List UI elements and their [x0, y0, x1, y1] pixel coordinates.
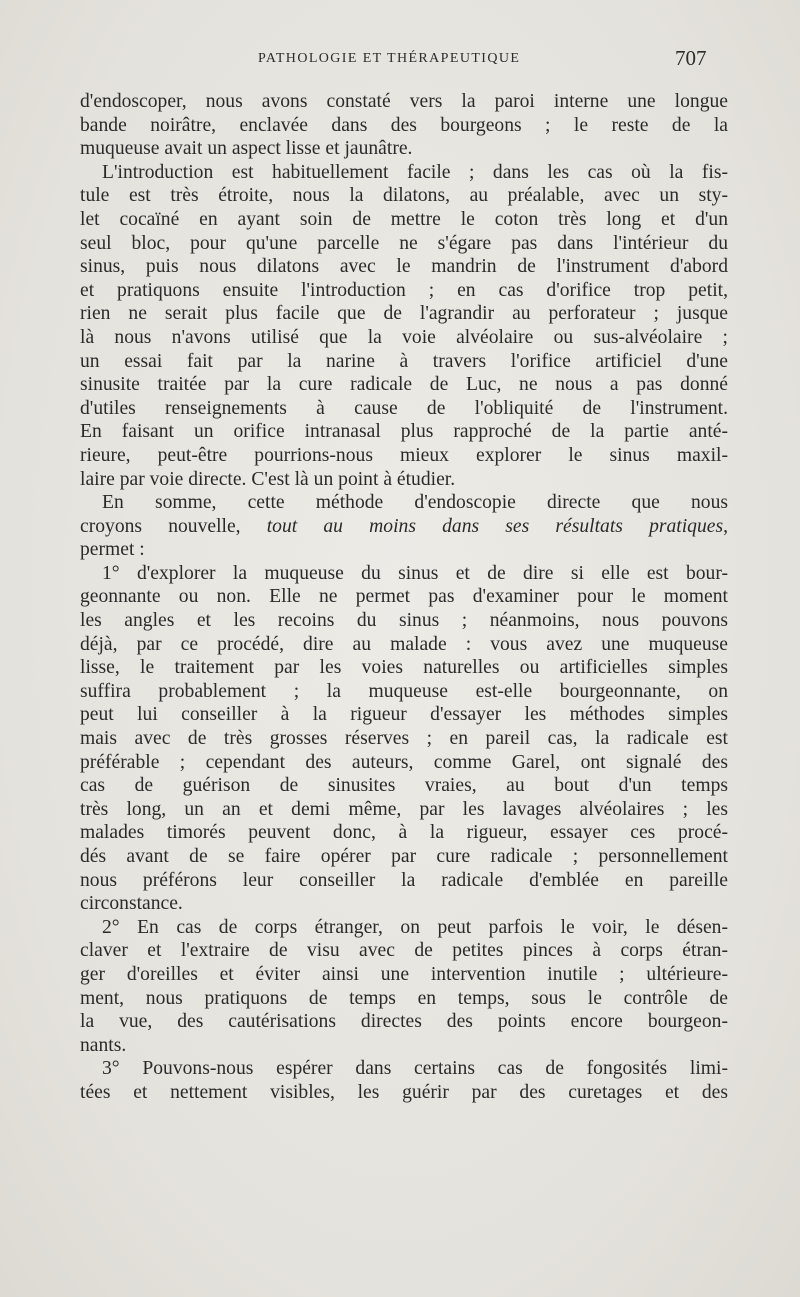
text-line: [80, 255, 728, 279]
body-text: [80, 90, 728, 1105]
line-text: L'introduction est habituellement facile ; dans les cas où la fis-: [102, 161, 728, 183]
text-line: [80, 821, 728, 845]
text-line: [80, 161, 728, 185]
line-text: En faisant un orifice intranasal plus rapproché de la partie anté-: [80, 421, 728, 443]
text-line: [80, 1034, 728, 1058]
line-text: suffira probablement ; la muqueuse est-elle bourgeonnante, on: [80, 680, 728, 702]
text-line: [80, 90, 728, 114]
text-line: [80, 420, 728, 444]
line-text: nants.: [80, 1034, 127, 1056]
line-text: rien ne serait plus facile que de l'agrandir au perforateur ; jusque: [80, 303, 728, 325]
text-line: [80, 515, 728, 539]
text-line: [80, 798, 728, 822]
line-text: ment, nous pratiquons de temps en temps, sous le contrôle de: [80, 987, 728, 1009]
line-text: déjà, par ce procédé, dire au malade : vous avez une muqueuse: [80, 633, 728, 655]
line-text: sinus, puis nous dilatons avec le mandrin de l'instrument d'abord: [80, 256, 728, 278]
text-line: [80, 302, 728, 326]
line-text: d'utiles renseignements à cause de l'obliquité de l'instrument.: [80, 397, 728, 419]
text-line: [80, 1057, 728, 1081]
text-line: [80, 987, 728, 1011]
line-text: tées et nettement visibles, les guérir par des curetages et des: [80, 1081, 728, 1103]
page-number: 707: [675, 46, 707, 70]
line-text: dés avant de se faire opérer par cure radicale ; personnellement: [80, 846, 728, 867]
text-line: [80, 633, 728, 657]
text-line: [80, 963, 728, 987]
line-text: cas de guérison de sinusites vraies, au bout d'un temps: [80, 775, 728, 797]
line-text: croyons nouvelle,: [80, 515, 267, 537]
text-line: [80, 326, 728, 350]
text-line: [80, 562, 728, 586]
text-line: [80, 656, 728, 680]
line-text: laire par voie directe. C'est là un point à étudier.: [80, 468, 456, 490]
line-text: geonnante ou non. Elle ne permet pas d'examiner pour le moment: [80, 586, 728, 608]
line-text: mais avec de très grosses réserves ; en pareil cas, la radicale est: [80, 728, 728, 750]
text-line: [80, 774, 728, 798]
page-header: [0, 44, 800, 74]
line-text: rieure, peut-être pourrions-nous mieux explorer le sinus maxil-: [80, 444, 728, 466]
text-line: [80, 538, 728, 562]
text-line: [80, 1010, 728, 1034]
text-line: [80, 892, 728, 916]
text-line: [80, 609, 728, 633]
line-text: En somme, cette méthode d'endoscopie directe que nous: [102, 492, 728, 514]
text-line: [80, 680, 728, 704]
line-text: un essai fait par la narine à travers l'orifice artificiel d'une: [80, 350, 728, 372]
text-line: [80, 114, 728, 138]
line-text: claver et l'extraire de visu avec de petites pinces à corps étran-: [80, 940, 728, 962]
text-line: [80, 916, 728, 940]
line-text: 3° Pouvons-nous espérer dans certains cas de fongosités limi-: [102, 1058, 728, 1080]
text-line: [80, 232, 728, 256]
line-text: bande noirâtre, enclavée dans des bourgeons ; le reste de la: [80, 114, 728, 136]
italic-text: tout au moins dans ses résultats pratiques: [266, 515, 724, 537]
line-text: ger d'oreilles et éviter ainsi une intervention inutile ; ultérieure-: [80, 963, 728, 985]
line-text: muqueuse avait un aspect lisse et jaunâtre.: [80, 138, 413, 160]
text-line: [80, 350, 728, 374]
line-text: 1° d'explorer la muqueuse du sinus et de dire si elle est bour-: [102, 562, 728, 584]
text-line: [80, 1081, 728, 1105]
line-text: préférable ; cependant des auteurs, comme Garel, ont signalé des: [80, 751, 728, 773]
text-line: [80, 468, 728, 492]
line-text: nous préférons leur conseiller la radicale d'emblée en pareille: [80, 869, 728, 891]
line-text: d'endoscoper, nous avons constaté vers la paroi interne une longue: [80, 91, 728, 112]
text-line: [80, 184, 728, 208]
line-text: permet :: [80, 539, 145, 561]
text-line: [80, 491, 728, 515]
text-line: [80, 727, 728, 751]
line-text: sinusite traitée par la cure radicale de Luc, ne nous a pas donné: [80, 374, 728, 396]
line-text: et pratiquons ensuite l'introduction ; en cas d'orifice trop petit,: [80, 279, 728, 301]
text-line: [80, 939, 728, 963]
text-line: [80, 845, 728, 869]
line-text: peut lui conseiller à la rigueur d'essayer les méthodes simples: [80, 704, 728, 726]
line-text: malades timorés peuvent donc, à la rigueur, essayer ces procé-: [80, 822, 728, 844]
text-line: [80, 444, 728, 468]
line-text: là nous n'avons utilisé que la voie alvéolaire ou sus-alvéolaire ;: [80, 326, 728, 348]
text-line: [80, 279, 728, 303]
text-line: [80, 585, 728, 609]
line-text: let cocaïné en ayant soin de mettre le coton très long et d'un: [80, 208, 728, 230]
running-head: PATHOLOGIE ET THÉRAPEUTIQUE: [258, 51, 521, 66]
line-text: circonstance.: [80, 893, 183, 915]
text-line: [80, 397, 728, 421]
text-line: [80, 208, 728, 232]
text-line: [80, 751, 728, 775]
line-text: la vue, des cautérisations directes des points encore bourgeon-: [80, 1011, 728, 1033]
text-line: [80, 703, 728, 727]
line-text: lisse, le traitement par les voies naturelles ou artificielles simples: [80, 657, 728, 679]
line-text: tule est très étroite, nous la dilatons, au préalable, avec un sty-: [80, 185, 728, 207]
text-line: [80, 869, 728, 893]
text-line: [80, 373, 728, 397]
line-text-after: ,: [723, 515, 728, 537]
line-text: 2° En cas de corps étranger, on peut parfois le voir, le désen-: [102, 916, 728, 938]
line-text: les angles et les recoins du sinus ; néanmoins, nous pouvons: [80, 610, 728, 632]
line-text: seul bloc, pour qu'une parcelle ne s'égare pas dans l'intérieur du: [80, 232, 728, 254]
line-text: très long, un an et demi même, par les lavages alvéolaires ; les: [80, 798, 728, 820]
text-line: [80, 137, 728, 161]
